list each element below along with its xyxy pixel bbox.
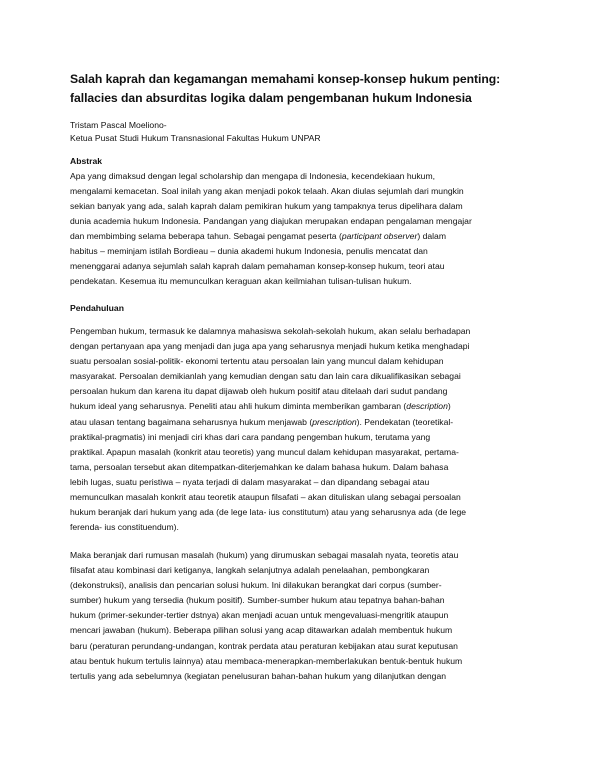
paragraph-line: praktikal. Apapun masalah (konkrit atau teoretis) yang muncul dalam kehidupan masyarakat, pertama- [70, 446, 459, 457]
paragraph-line: ferenda- ius constituendum). [70, 522, 179, 533]
author-block [70, 119, 321, 145]
paragraph-line: suatu persoalan sosial-politik- ekonomi tertentu atau persoalan lain yang muncul dalam kehidupan [70, 356, 444, 367]
paragraph-line: tertulis yang ada sebelumnya (kegiatan penelusuran bahan-bahan hukum yang dilanjutkan dengan [70, 670, 447, 681]
abstract-line: dunia academia hukum Indonesia. Pandangan yang diajukan merupakan endapan pengalaman mengajar [70, 216, 472, 226]
paragraph-line [70, 415, 540, 430]
paragraph-line: sumber) hukum yang tersedia (hukum positif). Sumber-sumber hukum atau tepatnya bahan-bahan [70, 595, 445, 606]
paragraph-line: Pengemban hukum, termasuk ke dalamnya mahasiswa sekolah-sekolah hukum, akan selalu berhadapan [70, 326, 471, 336]
paragraph-line-text: atau ulasan tentang bagaimana seharusnya hukum menjawab ( [70, 416, 313, 427]
paragraph-line: hukum beranjak dari hukum yang ada (de lege lata- ius constitutum) atau yang seharusnya ada (de lege [70, 507, 467, 518]
title-line-1: Salah kaprah dan kegamangan memahami konsep-konsep hukum penting: [70, 72, 501, 86]
abstract-line-tail: ) dalam [417, 231, 446, 241]
abstract-italic-term: participant observer [341, 231, 418, 241]
abstract-line-text: dan membimbing selama beberapa tahun. Sebagai pengamat peserta ( [70, 231, 342, 241]
paragraph-line: atau bentuk hukum tertulis lainnya) atau membaca-menerapkan-memberlakukan bentuk-bentuk hukum [70, 655, 463, 666]
paragraph-line: dengan pertanyaan apa yang menjadi dan juga apa yang seharusnya menjadi hukum ketika menghadapi [70, 341, 470, 352]
abstract-line: sekian banyak yang ada, salah kaprah dalam pemikiran hukum yang tampaknya terus dipelihara dalam [70, 201, 463, 211]
abstract-line [70, 229, 540, 244]
italic-description: description [406, 401, 448, 412]
paragraph-line: persoalan hukum dan karena itu dapat dijawab oleh hukum positif atau ditelaah dari sudut pandang [70, 386, 448, 397]
paragraph-line: (dekonstruksi), analisis dan pencarian solusi hukum. Ini dilakukan berangkat dari corpus (sumber- [70, 580, 442, 591]
abstract-line: mengalami kemacetan. Soal inilah yang akan menjadi pokok telaah. Akan diulas sejumlah dari mungkin [70, 186, 464, 196]
paragraph-line: mencari jawaban (hukum). Beberapa pilihan solusi yang acap ditawarkan adalah membentuk hukum [70, 625, 453, 636]
paragraph-line-tail: ). Pendekatan (teoretikal- [356, 416, 454, 427]
paragraph-line: praktikal-pragmatis) ini menjadi ciri khas dari cara pandang pengemban hukum, terutama yang [70, 431, 431, 442]
section-heading-pendahuluan: Pendahuluan [70, 303, 124, 313]
paragraph-line: lebih lugas, suatu peristiwa – nyata terjadi di dalam masyarakat – dan dipandang sebagai atau [70, 476, 430, 487]
abstract-heading: Abstrak [70, 156, 102, 166]
paragraph-line [70, 399, 540, 414]
abstract-line: pendekatan. Kesemua itu memunculkan keraguan akan keilmiahan tulisan-tulisan hukum. [70, 276, 412, 286]
paragraph-line: baru (peraturan perundang-undangan, kontrak perdata atau peraturan kebijakan atau surat keputusan [70, 640, 458, 651]
paragraph-line-tail: ) [447, 401, 451, 412]
paragraph-line: memunculkan masalah konkrit atau teoretik ataupun filsafati – akan dituliskan ulang sebagai persoalan [70, 492, 461, 503]
abstract-body [70, 169, 540, 289]
paper-title [70, 70, 540, 108]
paragraph-line: masyarakat. Persoalan demikianlah yang kemudian dengan satu dan lain cara dikualifikasikan sebagai [70, 371, 461, 382]
title-line-2: fallacies dan absurditas logika dalam pengembanan hukum Indonesia [70, 91, 472, 105]
abstract-line: Apa yang dimaksud dengan legal scholarship dan mengapa di Indonesia, kecendekiaan hukum, [70, 171, 436, 181]
italic-prescription: prescription [312, 416, 357, 427]
paragraph-line: filsafat atau kombinasi dari ketiganya, langkah selanjutnya adalah penelaahan, pembongkaran [70, 565, 430, 576]
abstract-line: habitus – meminjam istilah Bordieau – dunia akademi hukum Indonesia, penulis mencatat dan [70, 246, 428, 256]
author-name: Tristam Pascal Moeliono- [70, 120, 167, 130]
paragraph-line: Maka beranjak dari rumusan masalah (hukum) yang dirumuskan sebagai masalah nyata, teoretis atau [70, 550, 459, 560]
paragraph-1 [70, 324, 540, 535]
author-affiliation: Ketua Pusat Studi Hukum Transnasional Fakultas Hukum UNPAR [70, 133, 321, 143]
paragraph-line: hukum (primer-sekunder-tertier dstnya) akan menjadi acuan untuk mengevaluasi-mengritik ataupun [70, 610, 449, 621]
paragraph-line: tama, persoalan tersebut akan ditempatkan-diterjemahkan ke dalam bahasa hukum. Dalam bahasa [70, 461, 449, 472]
paragraph-line-text: hukum ideal yang seharusnya. Peneliti atau ahli hukum diminta memberikan gambaran ( [70, 401, 407, 412]
paragraph-2 [70, 548, 540, 684]
abstract-line: menenggarai adanya sejumlah salah kaprah dalam pemahaman konsep-konsep hukum, teori atau [70, 261, 445, 271]
